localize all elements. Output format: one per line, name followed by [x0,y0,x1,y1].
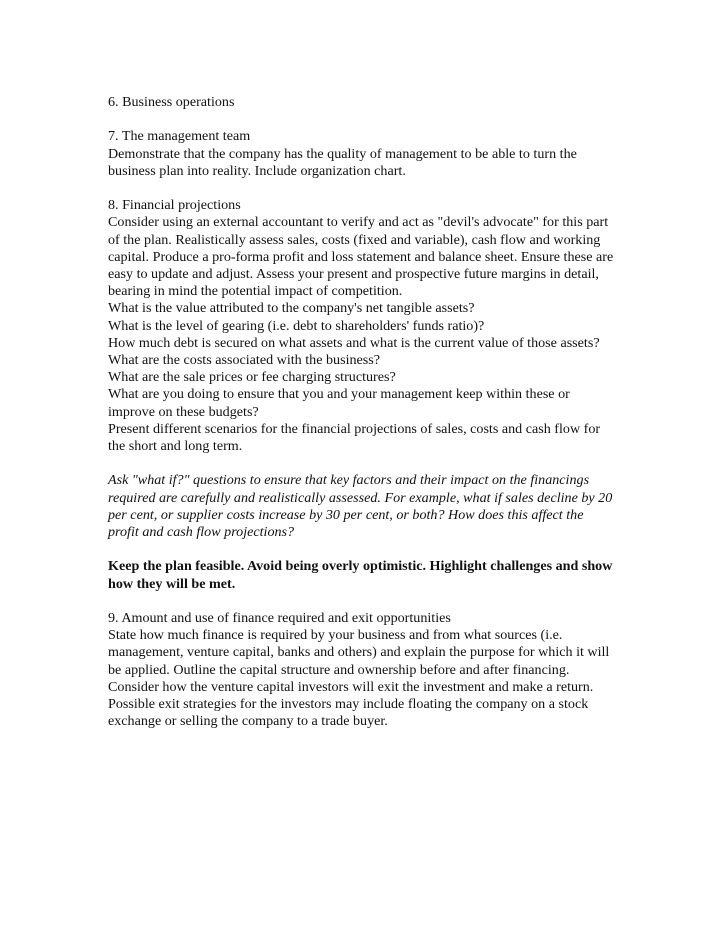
feasible-note [108,558,638,592]
section-management-team [108,128,638,180]
paragraph-line: capital. Produce a pro-forma profit and loss statement and balance sheet. Ensure these are [108,248,614,265]
paragraph-line: the short and long term. [108,438,243,455]
paragraph-line: of the plan. Realistically assess sales, costs (fixed and variable), cash flow and working [108,231,601,248]
bold-line: how they will be met. [108,575,236,592]
italic-line: required are carefully and realistically assessed. For example, what if sales decline by 20 [108,489,613,506]
paragraph-line: exchange or selling the company to a trade buyer. [108,713,388,730]
section-heading: 8. Financial projections [108,197,241,214]
paragraph-line: business plan into reality. Include organization chart. [108,162,406,179]
section-heading: 6. Business operations [108,94,235,110]
section-business-operations [108,94,638,111]
question-line: What is the level of gearing (i.e. debt to shareholders' funds ratio)? [108,317,485,334]
italic-line: per cent, or supplier costs increase by 30 per cent, or both? How does this affect the [108,506,584,523]
italic-line: Ask "what if?" questions to ensure that key factors and their impact on the financings [108,472,590,489]
paragraph-line: easy to update and adjust. Assess your present and prospective future margins in detail, [108,266,599,282]
paragraph-line: Present different scenarios for the financial projections of sales, costs and cash flow for [108,420,601,437]
paragraph-line: Consider using an external accountant to verify and act as "devil's advocate" for this part [108,214,609,231]
document-body [108,94,638,748]
question-line: What are the sale prices or fee charging structures? [108,369,396,386]
question-line: What is the value attributed to the company's net tangible assets? [108,300,475,317]
paragraph-line: management, venture capital, banks and others) and explain the purpose for which it will [108,644,610,661]
question-line: How much debt is secured on what assets and what is the current value of those assets? [108,334,600,351]
paragraph-line: be applied. Outline the capital structure and ownership before and after financing. [108,661,570,678]
italic-line: profit and cash flow projections? [108,524,295,541]
paragraph-line: Demonstrate that the company has the quality of management to be able to turn the [108,145,577,162]
paragraph-line: bearing in mind the potential impact of competition. [108,283,403,300]
question-line: improve on these budgets? [108,403,259,420]
section-heading: 7. The management team [108,128,251,145]
paragraph-line: State how much finance is required by your business and from what sources (i.e. [108,627,563,644]
question-line: What are the costs associated with the business? [108,352,381,369]
question-line: What are you doing to ensure that you and your management keep within these or [108,386,570,403]
section-financial-projections [108,197,638,455]
section-heading: 9. Amount and use of finance required and exit opportunities [108,610,451,627]
section-finance-required [108,610,638,730]
bold-line: Keep the plan feasible. Avoid being overly optimistic. Highlight challenges and show [108,558,613,575]
paragraph-line: Consider how the venture capital investors will exit the investment and make a return. [108,678,594,695]
what-if-note [108,472,638,541]
paragraph-line: Possible exit strategies for the investors may include floating the company on a stock [108,696,589,713]
